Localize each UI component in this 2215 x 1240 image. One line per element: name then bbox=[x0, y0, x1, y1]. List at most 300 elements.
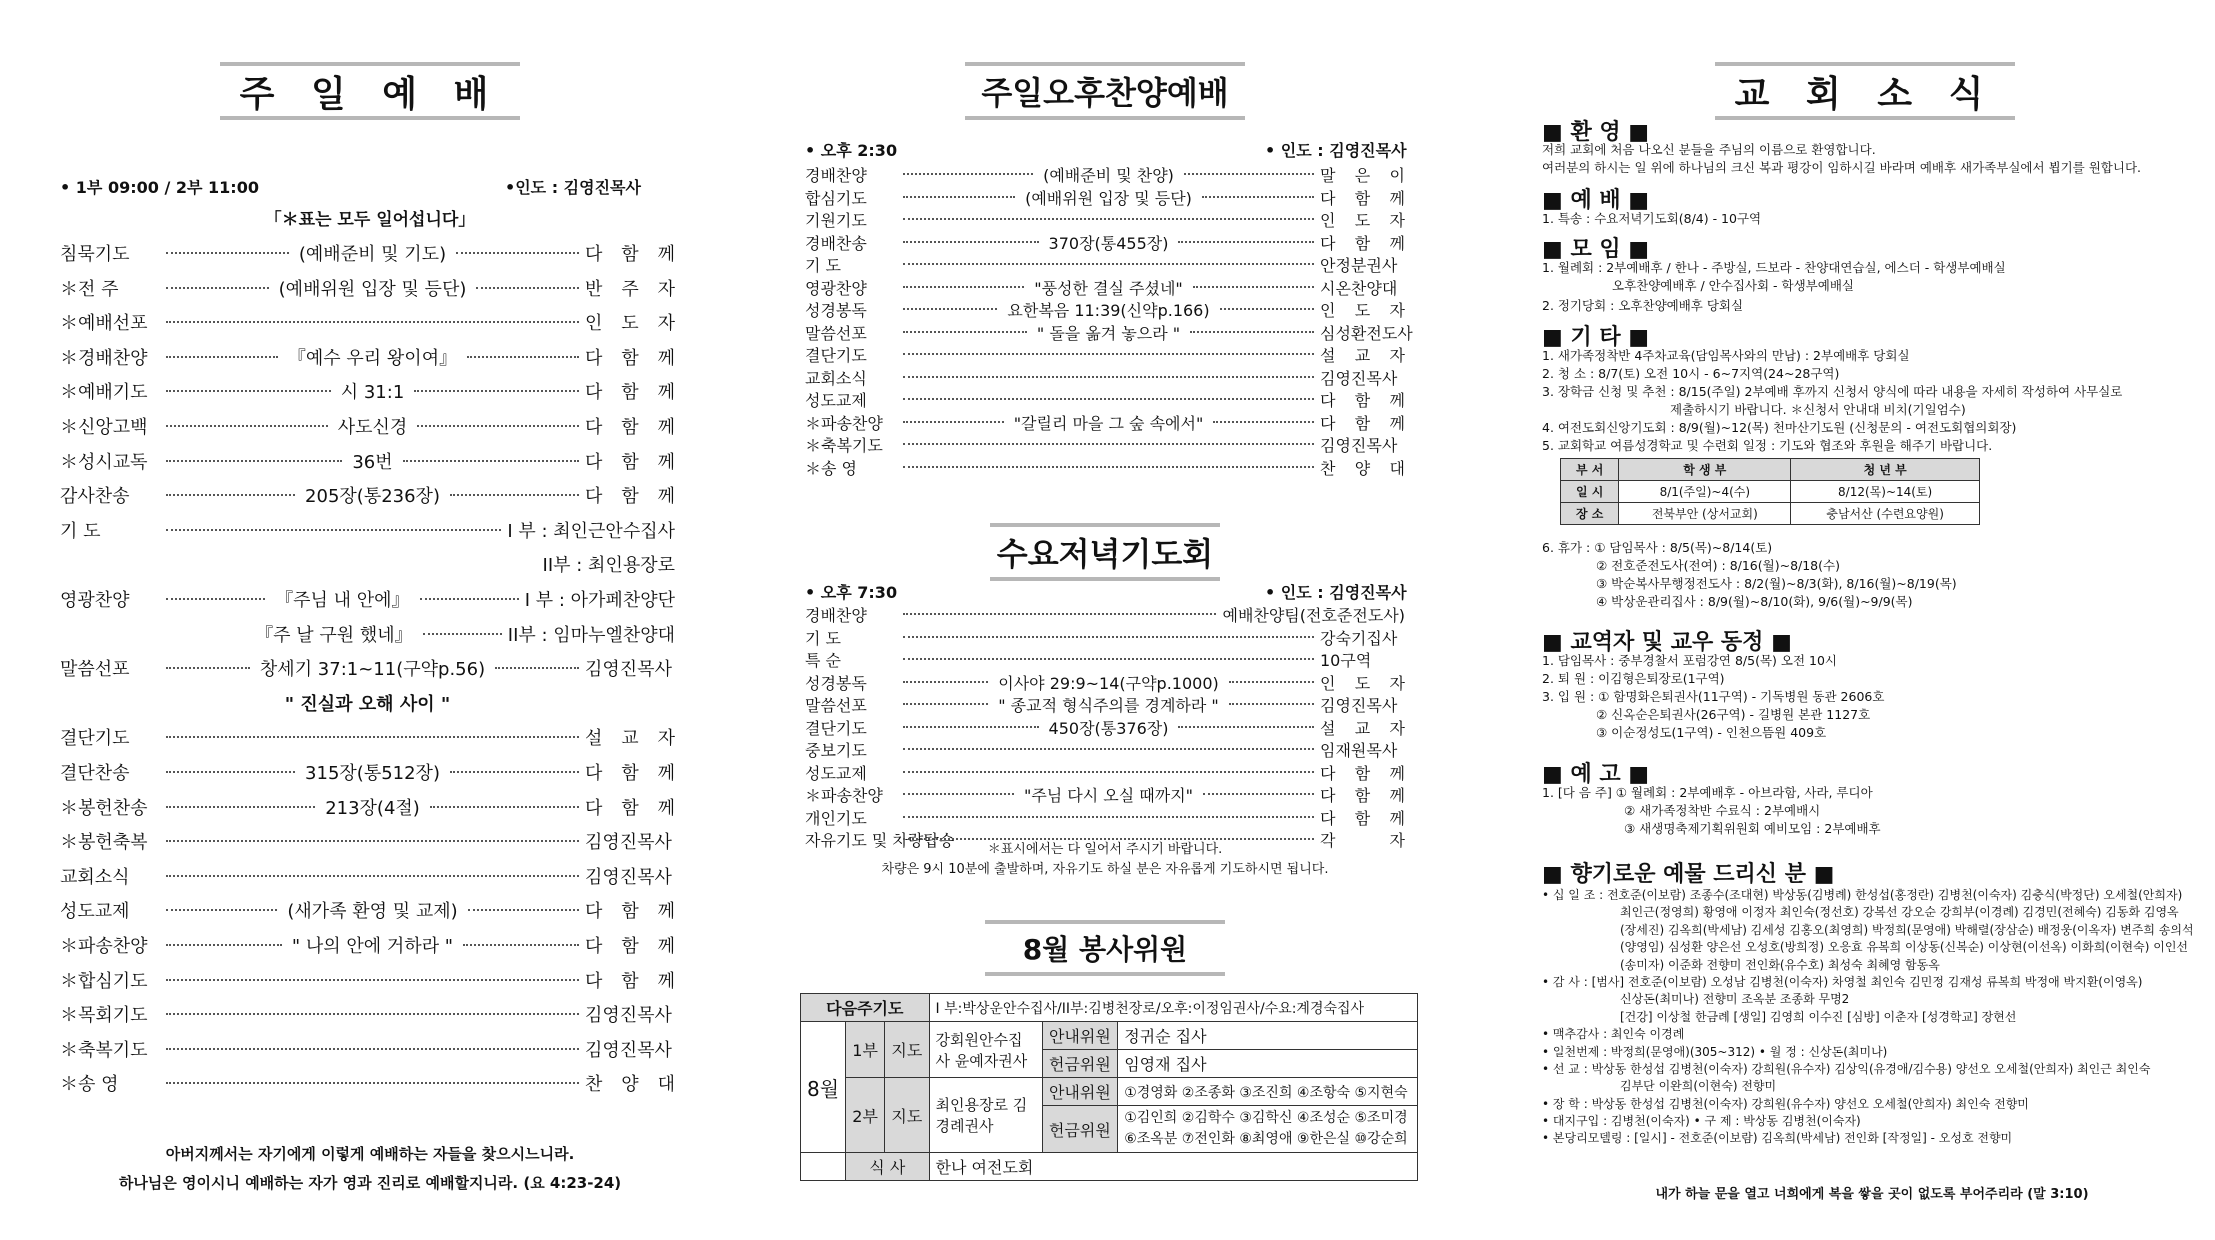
order-row bbox=[805, 693, 1405, 716]
service-leader: •인도 : 김영진목사 bbox=[505, 178, 641, 197]
leader-dots bbox=[903, 286, 1024, 288]
leader-dots bbox=[166, 252, 289, 254]
order-person: 다 함 께 bbox=[585, 970, 675, 992]
order-person: 찬 양 대 bbox=[1320, 458, 1405, 478]
leader-dots bbox=[468, 909, 579, 911]
offering-line: • 장 학 : 박상동 한성섭 김병천(이숙자) 강희원(유수자) 양선오 오세철(안희자) 최인숙 전향미 bbox=[1542, 1096, 2029, 1111]
leader-dots bbox=[166, 1013, 579, 1015]
order-person: 반 주 자 bbox=[585, 278, 676, 300]
vacation-line-2: ② 전호준전도사(전여) : 8/16(월)~8/18(수) bbox=[1596, 558, 1840, 573]
order-row bbox=[60, 863, 675, 889]
leader-dots bbox=[166, 287, 269, 289]
p2-offer-line-1: ①김인희 ②김학수 ③김학신 ④조성순 ⑤조미경 bbox=[1124, 1110, 1408, 1126]
order-row bbox=[805, 388, 1405, 411]
order-row bbox=[805, 738, 1405, 761]
p1-guide-value: 정귀순 집사 bbox=[1118, 1022, 1418, 1050]
order-content: " 돌을 옮겨 놓으라 " bbox=[1036, 323, 1181, 343]
next-prayer-value: I 부:박상운안수집사/II부:김병천장로/오후:이정임권사/수요:계경숙집사 bbox=[929, 994, 1417, 1022]
column-church-news bbox=[1530, 0, 2210, 1240]
order-content: " 종교적 형식주의를 경계하라 " bbox=[998, 696, 1219, 715]
order-content: 이사야 29:9~14(구약p.1000) bbox=[998, 673, 1219, 693]
order-label: 경배찬송 bbox=[805, 233, 867, 253]
leader-dots bbox=[903, 726, 1039, 728]
vacation-line-4: ④ 박상운관리집사 : 8/9(월)~8/10(화), 9/6(월)~9/9(목) bbox=[1596, 594, 1913, 609]
leader-dots bbox=[166, 806, 315, 808]
offering-line: 김부단 이완희(이현숙) 전향미 bbox=[1620, 1079, 1777, 1094]
sched-r1a: 8/1(주일)~4(수) bbox=[1619, 481, 1791, 503]
p1-offer-value: 임영재 집사 bbox=[1118, 1050, 1418, 1078]
staff-heading: ■ 교역자 및 교우 동정 ■ bbox=[1542, 630, 1792, 655]
leader-dots bbox=[166, 736, 579, 738]
order-label: 교회소식 bbox=[60, 866, 130, 888]
order-content: 213장(4절) bbox=[325, 797, 420, 819]
order-person: 김영진목사 bbox=[585, 1005, 672, 1027]
leader-dots bbox=[166, 875, 579, 877]
meeting-line-1: 1. 월례회 : 2부예배후 / 한나 - 주방실, 드보라 - 찬양대연습실, 에스더 - 학생부예배실 bbox=[1542, 260, 2006, 275]
order-label: 결단찬송 bbox=[60, 763, 130, 784]
order-content: 36번 bbox=[352, 451, 393, 473]
order-row bbox=[805, 366, 1405, 389]
order-row bbox=[60, 517, 675, 543]
etc-line-3: 3. 장학금 신청 및 추천 : 8/15(주일) 2부예배 후까지 신청서 양식에 따라 내용을 자세히 작성하여 사무실로 bbox=[1542, 384, 2123, 399]
order-content: " 나의 안에 거하라 " bbox=[291, 936, 454, 957]
leader-dots bbox=[903, 793, 1014, 795]
order-person: 다 함 께 bbox=[585, 936, 676, 957]
order-content: (예배준비 및 찬양) bbox=[1043, 166, 1174, 185]
order-label: ＊파송찬양 bbox=[805, 413, 883, 433]
notice-heading: ■ 예 고 ■ bbox=[1542, 762, 1650, 787]
part1-jido: 지도 bbox=[885, 1022, 929, 1078]
order-content: (새가족 환영 및 교제) bbox=[287, 901, 458, 923]
sched-r1b: 8/12(목)~14(토) bbox=[1791, 481, 1980, 503]
wednesday-time: • 오후 7:30 bbox=[805, 583, 898, 602]
order-person: 예배찬양팀(전호준전도사) bbox=[1222, 606, 1405, 625]
sched-r1: 일 시 bbox=[1561, 481, 1619, 503]
offering-line: 신상돈(최미나) 전향미 조옥분 조종화 무명2 bbox=[1620, 992, 1850, 1007]
leader-dots bbox=[903, 331, 1027, 333]
leader-dots bbox=[476, 287, 579, 289]
meal-label: 식 사 bbox=[846, 1153, 929, 1181]
leader-dots bbox=[450, 494, 579, 496]
order-label: ＊예배기도 bbox=[60, 382, 148, 404]
offering-line: • 선 교 : 박상동 한성섭 김병천(이숙자) 강희원(유수자) 김상익(유경애/김수용) 양선오 오세철(안희자) 최인근 최인숙 bbox=[1542, 1061, 2151, 1076]
month-cell: 8월 bbox=[801, 1022, 846, 1153]
p2-offer-line-2: ⑥조옥분 ⑦전인화 ⑧최영애 ⑨한은실 ⑩강순희 bbox=[1124, 1131, 1408, 1147]
order-label: 영광찬양 bbox=[805, 278, 867, 298]
order-label: 교회소식 bbox=[805, 368, 867, 388]
staff-line-3c: ③ 이순정성도(1구역) - 인천으뜸원 409호 bbox=[1596, 725, 1827, 740]
leader-dots bbox=[1202, 196, 1314, 198]
next-prayer-label: 다음주기도 bbox=[801, 994, 930, 1022]
order-row bbox=[60, 897, 675, 923]
order-person: 심성환전도사 bbox=[1320, 323, 1413, 343]
leader-dots bbox=[166, 667, 250, 669]
order-person: 인 도 자 bbox=[1320, 211, 1405, 230]
leader-dots bbox=[1203, 793, 1314, 795]
order-row bbox=[805, 626, 1405, 649]
leader-dots bbox=[166, 425, 328, 427]
service-time: • 1부 09:00 / 2부 11:00 bbox=[60, 178, 259, 197]
order-label: 성도교제 bbox=[805, 391, 867, 410]
order-row bbox=[60, 655, 675, 681]
order-person: 설 교 자 bbox=[1320, 346, 1405, 365]
worship-heading: ■ 예 배 ■ bbox=[1542, 188, 1650, 213]
order-row bbox=[805, 456, 1405, 479]
leader-dots bbox=[463, 944, 579, 946]
order-content: (예배위원 입장 및 등단) bbox=[1025, 188, 1192, 208]
leader-dots bbox=[166, 460, 342, 462]
order-person: 김영진목사 bbox=[1320, 696, 1398, 715]
order-person: 다 함 께 bbox=[585, 763, 676, 784]
order-row bbox=[60, 828, 675, 854]
order-person: 다 함 께 bbox=[585, 417, 675, 438]
order-person: 인 도 자 bbox=[585, 313, 675, 335]
order-row bbox=[805, 433, 1405, 456]
order-label: ＊전 주 bbox=[60, 278, 119, 300]
order-row bbox=[60, 448, 675, 474]
p2-offer-label: 헌금위원 bbox=[1042, 1106, 1118, 1153]
meeting-heading: ■ 모 임 ■ bbox=[1542, 237, 1650, 262]
order-label: 경배찬양 bbox=[805, 606, 867, 625]
notice-line-1b: ② 새가족정착반 수료식 : 2부예배시 bbox=[1624, 803, 1821, 818]
order-row bbox=[805, 806, 1405, 829]
order-person: 김영진목사 bbox=[585, 832, 672, 854]
notice-line-1: 1. [다 음 주] ① 월례회 : 2부예배후 - 아브라함, 사라, 루디아 bbox=[1542, 785, 1873, 800]
order-row bbox=[60, 482, 675, 508]
leader-dots bbox=[903, 308, 997, 310]
order-label: 특 순 bbox=[805, 651, 841, 670]
order-row bbox=[60, 967, 675, 993]
notice-line-1c: ③ 새생명축제기획위원회 예비모임 : 2부예배후 bbox=[1624, 821, 1881, 836]
order-content: 205장(통236장) bbox=[305, 486, 440, 508]
leader-dots bbox=[166, 494, 295, 496]
p1-guide-label: 안내위원 bbox=[1042, 1022, 1118, 1050]
order-row bbox=[60, 1036, 675, 1062]
malachi-verse: 내가 하늘 문을 열고 너희에게 복을 쌓을 곳이 없도록 부어주리라 (말 3:10) bbox=[1655, 1187, 2089, 1202]
leader-dots bbox=[903, 816, 1314, 818]
order-row bbox=[60, 794, 675, 820]
order-content: "주님 다시 오실 때까지" bbox=[1023, 786, 1194, 805]
order-content: 450장(통376장) bbox=[1048, 718, 1169, 738]
leader-dots bbox=[166, 1082, 579, 1084]
order-person: 말 은 이 bbox=[1320, 166, 1406, 185]
leader-dots bbox=[420, 598, 519, 600]
order-row bbox=[805, 298, 1405, 321]
sermon-title: " 진실과 오해 사이 " bbox=[284, 693, 451, 715]
verse-line-2: 하나님은 영이시니 예배하는 자가 영과 진리로 예배할지니라. (요 4:23-24) bbox=[118, 1174, 622, 1192]
order-row bbox=[805, 208, 1405, 231]
leader-dots bbox=[903, 376, 1314, 378]
leader-dots bbox=[903, 771, 1314, 773]
order-label: ＊예배선포 bbox=[60, 313, 148, 335]
vacation-line-1: 6. 휴가 : ① 담임목사 : 8/5(목)~8/14(토) bbox=[1542, 540, 1773, 555]
leader-dots bbox=[414, 390, 579, 392]
leader-dots bbox=[417, 425, 579, 427]
leader-dots bbox=[166, 1048, 579, 1050]
order-label: 말씀선포 bbox=[805, 323, 867, 343]
order-person: 다 함 께 bbox=[1320, 786, 1405, 805]
order-row bbox=[60, 932, 675, 958]
order-person: 다 함 께 bbox=[1320, 233, 1405, 253]
leader-dots bbox=[903, 703, 988, 705]
order-content: "갈릴리 마을 그 숲 속에서" bbox=[1013, 413, 1204, 433]
leader-dots bbox=[903, 398, 1314, 400]
sched-h1: 학 생 부 bbox=[1619, 459, 1791, 481]
leader-dots bbox=[903, 658, 1314, 660]
order-person: 다 함 께 bbox=[1320, 808, 1405, 828]
wednesday-title: 수요저녁기도회 bbox=[990, 523, 1220, 581]
order-label: 기원기도 bbox=[805, 211, 867, 230]
order-label: 기 도 bbox=[60, 520, 101, 542]
order-row bbox=[805, 783, 1405, 806]
order-content: "풍성한 결실 주셨네" bbox=[1034, 278, 1183, 298]
leader-dots bbox=[166, 840, 579, 842]
offering-line: (장세진) 김옥희(박세남) 김세성 김홍오(최영희) 박정희(문영애) 박해렬(장삼순) 배정웅(이옥자) 변주희 송의석 bbox=[1620, 922, 2194, 937]
order-label: ＊합심기도 bbox=[60, 970, 148, 992]
leader-dots bbox=[903, 218, 1314, 220]
order-content: 시 31:1 bbox=[340, 382, 405, 404]
order-person: 안정분권사 bbox=[1320, 256, 1398, 275]
leader-dots bbox=[166, 529, 501, 531]
order-row bbox=[805, 253, 1405, 276]
part2-cell: 2부 bbox=[846, 1078, 885, 1153]
order-label: ＊축복기도 bbox=[60, 1039, 148, 1061]
etc-line-5: 5. 교회학교 여름성경학교 및 수련회 일정 : 기도와 협조와 후원을 해주기 바랍니다. bbox=[1542, 438, 1993, 453]
leader-dots bbox=[166, 909, 277, 911]
order-label: 기 도 bbox=[805, 628, 841, 648]
etc-heading: ■ 기 타 ■ bbox=[1542, 325, 1650, 350]
order-person: II부 : 임마누엘찬양대 bbox=[507, 624, 676, 646]
offering-line: • 십 일 조 : 전호준(이보람) 조종수(조대현) 박상동(김병례) 한성섭(홍정란) 김병천(이숙자) 김충식(박정단) 오세철(안희자) bbox=[1542, 888, 2183, 902]
standing-note: 「＊표는 모두 일어섭니다」 bbox=[264, 210, 476, 230]
order-row bbox=[60, 344, 675, 370]
leader-dots bbox=[495, 667, 579, 669]
order-label: 성도교제 bbox=[805, 763, 867, 783]
leader-dots bbox=[166, 390, 331, 392]
staff-line-1: 1. 담임목사 : 중부경찰서 포럼강연 8/5(목) 오전 10시 bbox=[1542, 653, 1838, 668]
order-row bbox=[60, 378, 675, 404]
leader-dots bbox=[1220, 308, 1314, 310]
leader-dots bbox=[166, 771, 295, 773]
wednesday-note-2: 차량은 9시 10분에 출발하며, 자유기도 하실 분은 자유롭게 기도하시면 됩니다. bbox=[881, 862, 1329, 877]
p2-guide-value: ①경영화 ②조종화 ③조진희 ④조항숙 ⑤지현숙 bbox=[1118, 1078, 1418, 1106]
afternoon-leader: • 인도 : 김영진목사 bbox=[1265, 141, 1407, 160]
offering-line: • 본당리모델링 : [일시] - 전호준(이보람) 김옥희(박세남) 전인화 [작정일] - 오성호 전향미 bbox=[1542, 1131, 2013, 1146]
order-label: ＊경배찬양 bbox=[60, 347, 148, 369]
p1-offer-label: 헌금위원 bbox=[1042, 1050, 1118, 1078]
wednesday-leader: • 인도 : 김영진목사 bbox=[1265, 583, 1407, 602]
volunteer-table bbox=[800, 993, 1418, 1181]
leader-dots bbox=[456, 252, 579, 254]
welcome-line-1: 저희 교회에 처음 나오신 분들을 주님의 이름으로 환영합니다. bbox=[1542, 142, 1876, 157]
order-person: 다 함 께 bbox=[585, 244, 675, 265]
summer-schedule-table bbox=[1560, 458, 1980, 525]
order-label: 성도교제 bbox=[60, 901, 130, 923]
order-row bbox=[805, 231, 1405, 254]
order-content: 『주 날 구원 했네』 bbox=[255, 624, 413, 646]
leader-dots bbox=[903, 353, 1314, 355]
order-person: 김영진목사 bbox=[1320, 436, 1398, 455]
leader-dots bbox=[903, 466, 1314, 468]
order-row bbox=[60, 724, 675, 750]
welcome-heading: ■ 환 영 ■ bbox=[1542, 120, 1650, 145]
order-row bbox=[60, 275, 675, 301]
order-row bbox=[60, 1001, 675, 1027]
sched-r2b: 충남서산 (수련요양원) bbox=[1791, 503, 1980, 525]
leader-dots bbox=[1178, 241, 1314, 243]
order-person: 다 함 께 bbox=[585, 347, 676, 369]
order-person: 인 도 자 bbox=[1320, 301, 1406, 320]
order-label: 성경봉독 bbox=[805, 673, 867, 693]
order-label: ＊송 영 bbox=[805, 458, 857, 478]
order-label: 영광찬양 bbox=[60, 590, 130, 611]
leader-dots bbox=[1193, 286, 1314, 288]
staff-line-3b: ② 신옥순은퇴권사(26구역) - 길병원 본관 1127호 bbox=[1596, 707, 1871, 722]
offering-line: • 감 사 : [범사] 전호준(이보람) 오성남 김병천(이숙자) 차영철 최인숙 김민정 김재성 류복희 박정애 박지환(이영옥) bbox=[1542, 974, 2143, 989]
order-person: 다 함 께 bbox=[585, 797, 676, 819]
order-label: 감사찬송 bbox=[60, 486, 130, 508]
order-label: 말씀선포 bbox=[60, 659, 130, 681]
order-label: ＊송 영 bbox=[60, 1074, 119, 1096]
leader-dots bbox=[903, 681, 988, 683]
order-row bbox=[805, 276, 1405, 299]
etc-line-4: 4. 여전도회신앙기도회 : 8/9(월)~12(목) 천마산기도원 (신청문의 - 여전도회협의회장) bbox=[1542, 420, 2017, 435]
afternoon-time: • 오후 2:30 bbox=[805, 141, 898, 160]
column-sunday-service bbox=[0, 0, 740, 1240]
order-person: 인 도 자 bbox=[1320, 673, 1406, 693]
order-row bbox=[60, 240, 675, 266]
worship-line-1: 1. 특송 : 수요저녁기도회(8/4) - 10구역 bbox=[1542, 211, 1762, 226]
order-label: ＊파송찬양 bbox=[60, 936, 148, 957]
order-row bbox=[805, 716, 1405, 739]
leader-dots bbox=[903, 196, 1015, 198]
offering-line: • 일천번제 : 박정희(문영애)(305~312) • 월 정 : 신상돈(최미나) bbox=[1542, 1044, 1888, 1059]
order-label: ＊축복기도 bbox=[805, 436, 883, 455]
offering-heading: ■ 향기로운 예물 드리신 분 ■ bbox=[1542, 862, 1835, 887]
verse-line-1: 아버지께서는 자기에게 이렇게 예배하는 자들을 찾으시느니라. bbox=[165, 1145, 575, 1163]
order-person: 김영진목사 bbox=[585, 659, 672, 681]
order-row bbox=[805, 186, 1405, 209]
part2-leaders: 최인용장로 김경례권사 bbox=[929, 1078, 1042, 1153]
leader-dots bbox=[903, 613, 1216, 615]
sched-h0: 부 서 bbox=[1561, 459, 1619, 481]
leader-dots bbox=[903, 748, 1314, 750]
offering-line: • 맥추감사 : 최인숙 이경례 bbox=[1542, 1027, 1685, 1042]
order-person: 다 함 께 bbox=[585, 901, 676, 923]
order-row bbox=[60, 621, 675, 647]
order-person: 다 함 께 bbox=[1320, 188, 1406, 208]
leader-dots bbox=[903, 173, 1033, 175]
sunday-service-title: 주 일 예 배 bbox=[220, 62, 520, 120]
leader-dots bbox=[903, 636, 1314, 638]
leader-dots bbox=[903, 241, 1039, 243]
order-row bbox=[60, 1070, 675, 1096]
order-content: 사도신경 bbox=[337, 417, 408, 438]
order-row bbox=[60, 759, 675, 785]
order-row bbox=[60, 309, 675, 335]
order-person: 다 함 께 bbox=[585, 451, 676, 473]
order-person: 다 함 께 bbox=[1320, 391, 1405, 410]
order-label: ＊봉헌축복 bbox=[60, 832, 148, 854]
order-row bbox=[805, 321, 1413, 344]
leader-dots bbox=[166, 979, 579, 981]
order-row bbox=[60, 413, 675, 439]
meeting-line-1b: 오후찬양예배후 / 안수집사회 - 학생부예배실 bbox=[1612, 278, 1854, 293]
leader-dots bbox=[430, 806, 579, 808]
leader-dots bbox=[423, 633, 502, 635]
order-row bbox=[60, 586, 675, 612]
wednesday-note-1: ＊표시에서는 다 일어서 주시기 바랍니다. bbox=[987, 842, 1223, 857]
order-content: 370장(통455장) bbox=[1048, 233, 1169, 253]
order-person: 임재원목사 bbox=[1320, 741, 1398, 760]
offering-line: (송미자) 이준화 전향미 전인화(유수호) 최성숙 최혜영 함동옥 bbox=[1620, 957, 1940, 972]
leader-dots bbox=[467, 356, 579, 358]
etc-line-1: 1. 새가족정착반 4주차교육(담임목사와의 만남) : 2부예배후 당회실 bbox=[1542, 348, 1910, 363]
order-person: II부 : 최인용장로 bbox=[542, 555, 675, 577]
leader-dots bbox=[1184, 173, 1314, 175]
order-label: 침묵기도 bbox=[60, 244, 130, 265]
order-label: ＊신앙고백 bbox=[60, 417, 148, 438]
column-afternoon-wed bbox=[760, 0, 1450, 1240]
staff-line-3: 3. 입 원 : ① 함명화은퇴권사(11구역) - 기독병원 동관 2606호 bbox=[1542, 689, 1885, 704]
order-row bbox=[805, 648, 1405, 671]
order-person: 김영진목사 bbox=[585, 1039, 672, 1061]
order-content: 창세기 37:1~11(구약p.56) bbox=[259, 659, 486, 681]
sched-r2a: 전북부안 (상서교회) bbox=[1619, 503, 1791, 525]
p2-offer-value bbox=[1118, 1106, 1418, 1153]
order-label: ＊파송찬양 bbox=[805, 786, 883, 805]
leader-dots bbox=[903, 421, 1004, 423]
leader-dots bbox=[1213, 421, 1314, 423]
leader-dots bbox=[1229, 681, 1314, 683]
order-row bbox=[805, 411, 1405, 434]
offering-line: (양영임) 심성환 양은선 오성호(방희정) 오응효 유복희 이상동(신복순) 이상현(이선옥) 이화희(이현숙) 이인선 bbox=[1620, 940, 2189, 955]
order-label: 말씀선포 bbox=[805, 696, 867, 715]
part1-leaders: 강회원안수집사 윤예자권사 bbox=[929, 1022, 1042, 1078]
vacation-line-3: ③ 박순복사무행정전도사 : 8/2(월)~8/3(화), 8/16(월)~8/19(목) bbox=[1596, 576, 1957, 591]
order-label: 기 도 bbox=[805, 256, 841, 275]
leader-dots bbox=[450, 771, 579, 773]
offering-list bbox=[1542, 887, 2207, 1148]
p2-guide-label: 안내위원 bbox=[1042, 1078, 1118, 1106]
order-label: 성경봉독 bbox=[805, 301, 867, 320]
offering-line: 최인근(정영희) 황영애 이정자 최인숙(정선호) 강복선 강오순 강희부(이경례) 김경민(전혜숙) 김동화 김영옥 bbox=[1620, 905, 2179, 920]
order-label: ＊성시교독 bbox=[60, 451, 148, 473]
order-content: (예배준비 및 기도) bbox=[298, 244, 447, 265]
order-person: 시온찬양대 bbox=[1320, 278, 1398, 298]
order-row bbox=[805, 603, 1405, 626]
leader-dots bbox=[166, 944, 282, 946]
august-volunteers-title: 8월 봉사위원 bbox=[985, 920, 1225, 976]
order-person: 설 교 자 bbox=[1320, 718, 1405, 738]
order-label: 합심기도 bbox=[805, 188, 867, 208]
offering-line: • 대지구입 : 김병천(이숙자) • 구 제 : 박상동 김병천(이숙자) bbox=[1542, 1114, 1861, 1129]
order-row bbox=[805, 761, 1405, 784]
order-label: ＊봉헌찬송 bbox=[60, 797, 148, 819]
leader-dots bbox=[166, 356, 278, 358]
etc-line-3b: 제출하시기 바랍니다. ＊신청서 안내대 비치(기일엄수) bbox=[1670, 402, 1966, 417]
leader-dots bbox=[903, 263, 1314, 265]
etc-line-2: 2. 청 소 : 8/7(토) 오전 10시 - 6~7지역(24~28구역) bbox=[1542, 366, 1840, 381]
part2-jido: 지도 bbox=[885, 1078, 929, 1153]
order-row bbox=[805, 163, 1405, 186]
order-person: 김영진목사 bbox=[1320, 368, 1398, 388]
order-person: I 부 : 최인근안수집사 bbox=[507, 520, 675, 542]
church-news-title: 교 회 소 식 bbox=[1715, 62, 2015, 120]
order-person: 다 함 께 bbox=[585, 486, 676, 508]
order-content: 『주님 내 안에』 bbox=[275, 590, 410, 611]
order-label: 자유기도 및 차량탑승 bbox=[805, 831, 955, 850]
